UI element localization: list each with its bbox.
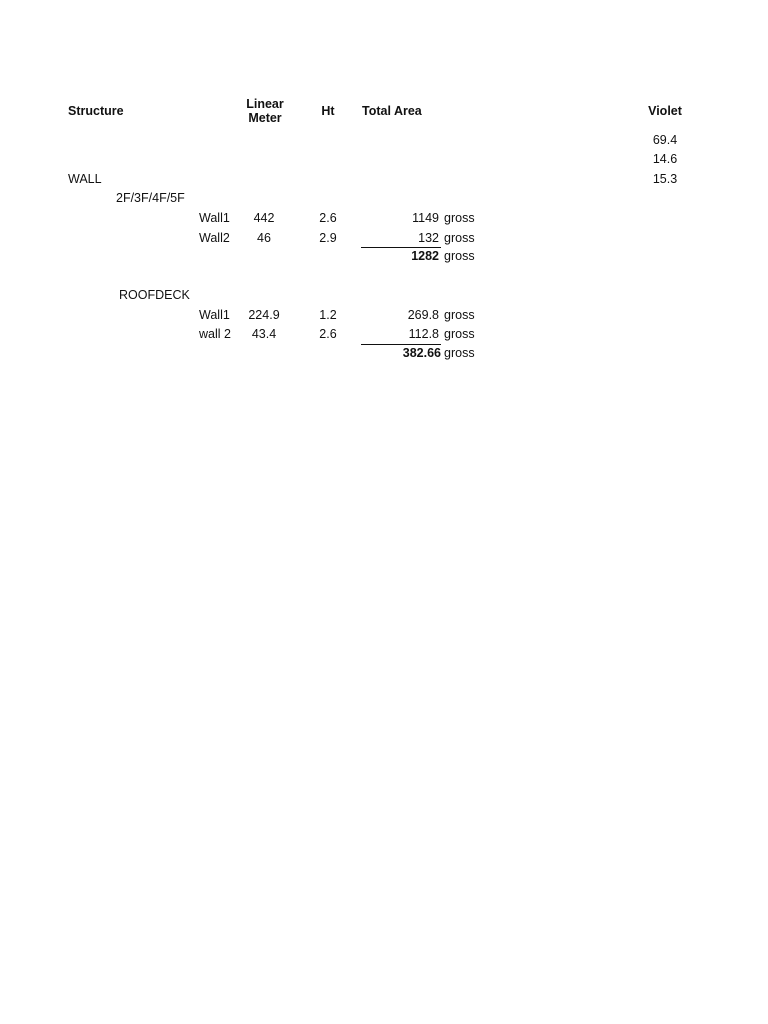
header-total-area: Total Area (362, 104, 422, 118)
row-area: 269.8 (407, 308, 439, 322)
total-area: 382.66 (402, 346, 441, 360)
row-name: Wall1 (199, 308, 230, 322)
row-ht: 2.6 (319, 211, 337, 225)
header-linear-meter (240, 97, 290, 125)
total-area: 1282 (411, 249, 439, 263)
row-ht: 1.2 (319, 308, 337, 322)
row-linear: 224.9 (248, 308, 280, 322)
total-rule (361, 247, 441, 248)
row-name: Wall2 (199, 231, 230, 245)
row-area: 1149 (412, 211, 439, 225)
violet-value: 14.6 (652, 152, 678, 166)
header-structure: Structure (68, 104, 124, 118)
row-linear: 43.4 (251, 327, 277, 341)
total-unit: gross (444, 346, 475, 360)
row-linear: 442 (253, 211, 275, 225)
row-unit: gross (444, 231, 475, 245)
total-rule (361, 344, 441, 345)
violet-value: 15.3 (652, 172, 678, 186)
row-unit: gross (444, 308, 475, 322)
violet-value: 69.4 (652, 133, 678, 147)
header-ht: Ht (321, 104, 335, 118)
row-unit: gross (444, 211, 475, 225)
row-ht: 2.9 (319, 231, 337, 245)
row-area: 112.8 (408, 327, 439, 341)
row-linear: 46 (257, 231, 271, 245)
total-unit: gross (444, 249, 475, 263)
section-label-roofdeck: ROOFDECK (119, 288, 190, 302)
row-name: wall 2 (199, 327, 231, 341)
header-linear-line2: Meter (248, 111, 282, 125)
row-unit: gross (444, 327, 475, 341)
header-violet: Violet (648, 104, 682, 118)
header-linear-line1: Linear (246, 97, 284, 111)
row-ht: 2.6 (319, 327, 337, 341)
row-name: Wall1 (199, 211, 230, 225)
floors-label: 2F/3F/4F/5F (116, 191, 185, 205)
row-area: 132 (418, 231, 439, 245)
section-label-wall: WALL (68, 172, 102, 186)
